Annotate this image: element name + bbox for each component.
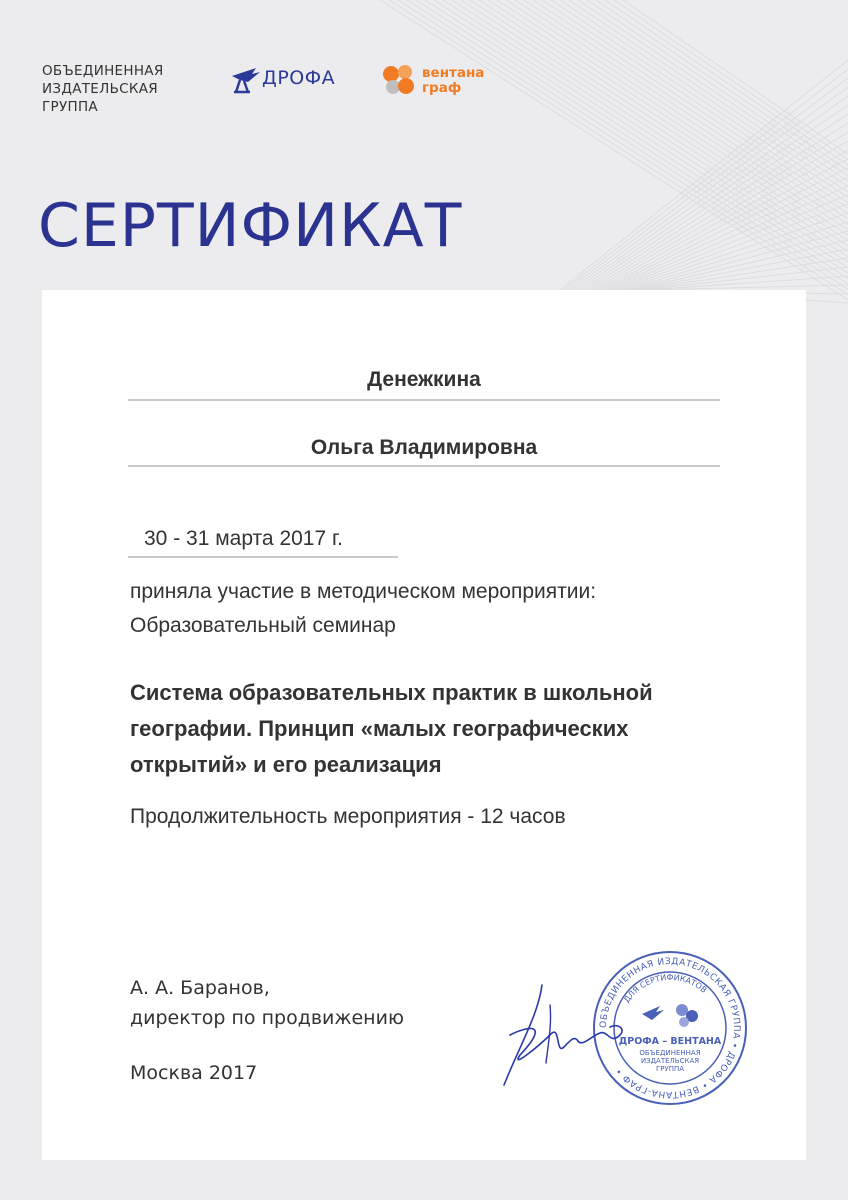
stamp-inner-label: ДЛЯ СЕРТИФИКАТОВ: [622, 972, 709, 1005]
org-line: ИЗДАТЕЛЬСКАЯ: [42, 81, 158, 97]
ventana-logo-line: граф: [422, 80, 462, 96]
drofa-logo-text: ДРОФА: [262, 67, 336, 89]
ventana-logo-line: вентана: [422, 65, 485, 81]
org-line: ОБЪЕДИНЕННАЯ: [42, 63, 164, 79]
stamp-center-line: ГРУППА: [655, 1065, 685, 1073]
stamp-center-line: ОБЪЕДИНЕННАЯ: [639, 1049, 701, 1057]
stamp-ventana-icon: [676, 1004, 688, 1016]
signatory-position: директор по продвижению: [130, 1007, 404, 1029]
event-type: Образовательный семинар: [130, 614, 396, 637]
participation-text: приняла участие в методическом мероприятии:: [130, 580, 597, 603]
event-date: 30 - 31 марта 2017 г.: [144, 527, 343, 550]
stamp-ring-text: ОБЪЕДИНЕННАЯ ИЗДАТЕЛЬСКАЯ ГРУППА • ДРОФА • ВЕНТАНА-ГРАФ •: [598, 956, 742, 1100]
divider: [128, 465, 720, 467]
stamp-center-title: ДРОФА – ВЕНТАНА: [618, 1036, 722, 1047]
ventana-logo-icon: [380, 62, 420, 98]
org-line: ГРУППА: [42, 99, 98, 115]
divider: [128, 399, 720, 401]
publisher-group-label: [42, 62, 192, 116]
recipient-last-name: Денежкина: [367, 368, 481, 391]
recipient-first-middle-name: Ольга Владимировна: [310, 436, 538, 459]
place-year: Москва 2017: [130, 1062, 258, 1084]
stamp-center-line: ИЗДАТЕЛЬСКАЯ: [640, 1057, 700, 1065]
stamp-drofa-icon: [642, 1006, 664, 1020]
signature: [490, 975, 640, 1090]
event-title: Система образовательных практик в школьной географии. Принцип «малых географических открытий» и его реализация: [130, 680, 653, 777]
certificate-title: СЕРТИФИКАТ: [38, 191, 463, 261]
ventana-logo-text: [422, 66, 484, 96]
signatory-name: А. А. Баранов,: [130, 977, 270, 999]
event-duration: Продолжительность мероприятия - 12 часов: [130, 805, 566, 828]
divider: [128, 556, 398, 558]
